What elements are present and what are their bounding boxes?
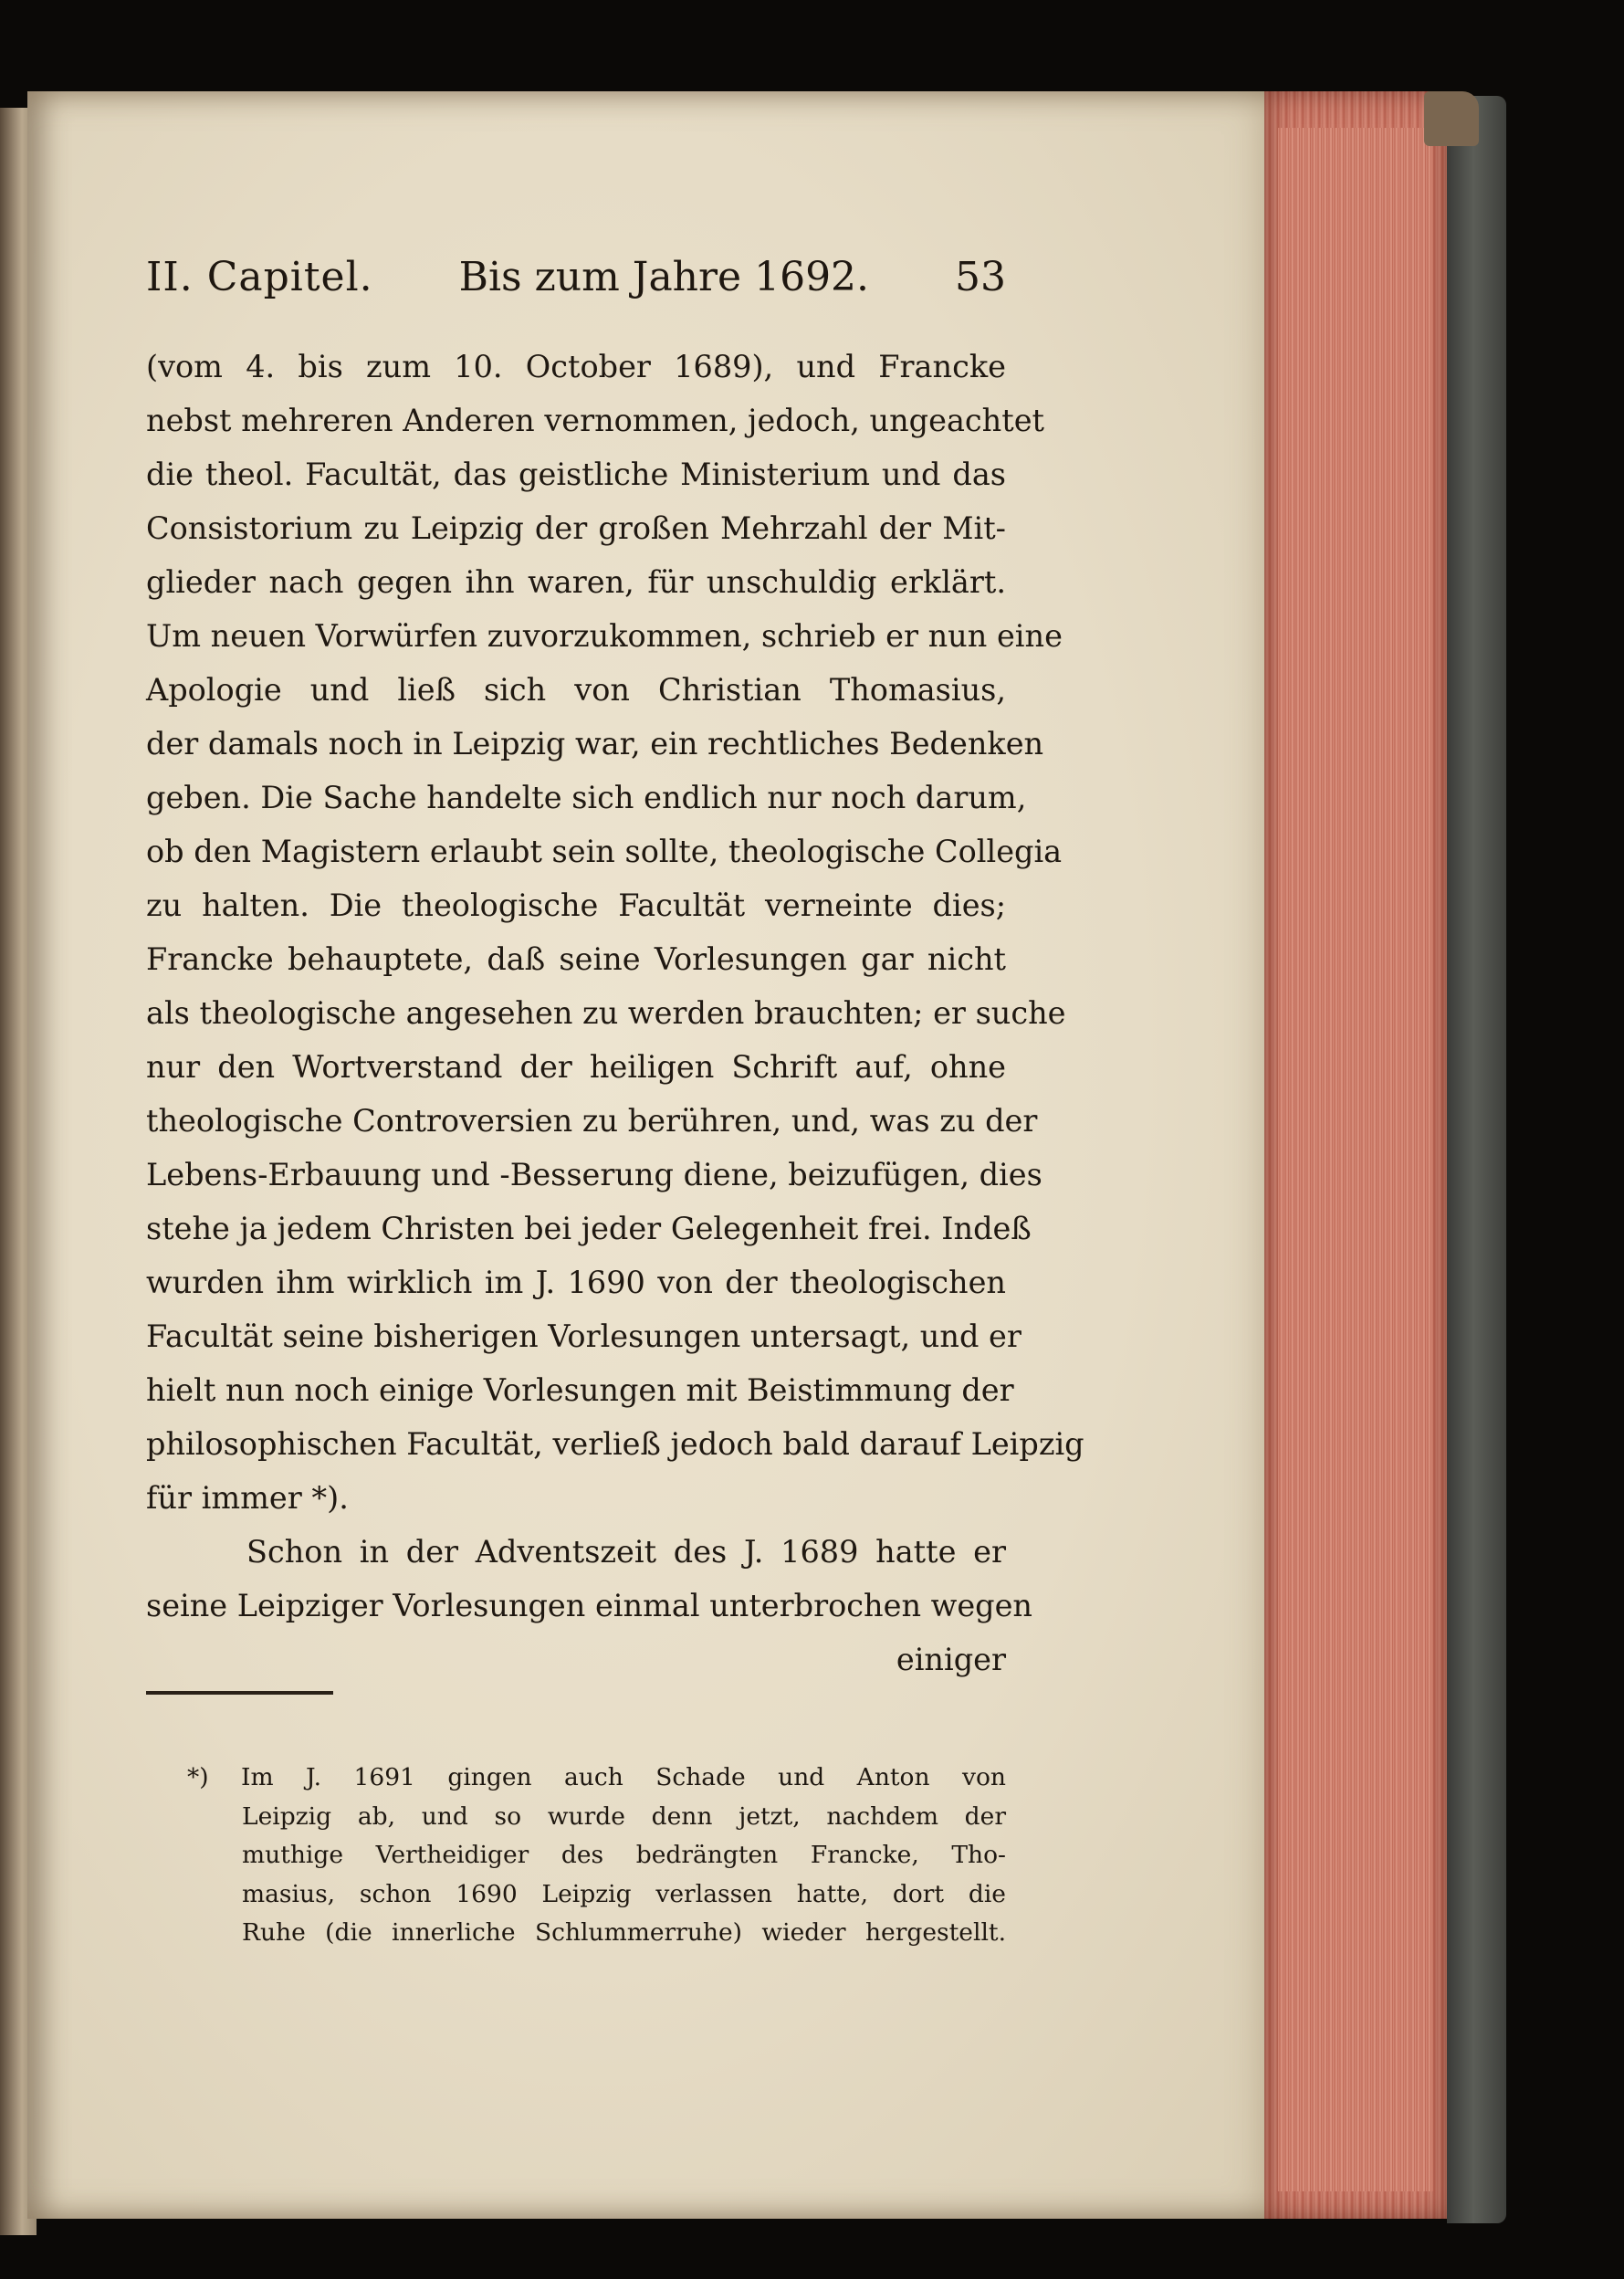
body-text	[146, 340, 1084, 1686]
text-line: stehe ja jedem Christen bei jeder Gelegenheit frei. Indeß	[146, 1211, 1032, 1246]
text-line: Facultät seine bisherigen Vorlesungen untersagt, und er	[146, 1318, 1022, 1354]
text-line: für immer *).	[146, 1480, 349, 1516]
text-line: nur den Wortverstand der heiligen Schrift auf, ohne	[146, 1049, 1006, 1085]
text-line: Apologie und ließ sich von Christian Thomasius,	[146, 672, 1006, 708]
text-line: nebst mehreren Anderen vernommen, jedoch, ungeachtet	[146, 403, 1044, 438]
text-line: (vom 4. bis zum 10. October 1689), und Francke	[146, 349, 1006, 384]
text-line: Um neuen Vorwürfen zuvorzukommen, schrieb er nun eine	[146, 618, 1063, 654]
text-line: die theol. Facultät, das geistliche Ministerium und das	[146, 457, 1006, 492]
text-line: zu halten. Die theologische Facultät verneinte dies;	[146, 887, 1006, 923]
footnote-rule	[146, 1691, 333, 1695]
catchword: einiger	[896, 1642, 1006, 1677]
footnote	[187, 1759, 1006, 1953]
cover-corner	[1424, 91, 1479, 146]
header-title: Bis zum Jahre 1692.	[458, 254, 870, 300]
text-line: theologische Controversien zu berühren, und, was zu der	[146, 1103, 1038, 1139]
text-line: Consistorium zu Leipzig der großen Mehrzahl der Mit-	[146, 510, 1006, 546]
footnote-line: muthige Vertheidiger des bedrängten Francke, Tho-	[242, 1841, 1006, 1869]
text-line: wurden ihm wirklich im J. 1690 von der theologischen	[146, 1265, 1006, 1300]
text-line: ob den Magistern erlaubt sein sollte, theologische Collegia	[146, 834, 1063, 869]
footnote-line: Leipzig ab, und so wurde denn jetzt, nachdem der	[242, 1801, 1006, 1831]
page-number: 53	[955, 254, 1006, 300]
paragraph-start-line: Schon in der Adventszeit des J. 1689 hatte er	[246, 1534, 1006, 1570]
running-header	[146, 254, 1006, 309]
text-line: als theologische angesehen zu werden brauchten; er suche	[146, 995, 1066, 1031]
text-line: seine Leipziger Vorlesungen einmal unterbrochen wegen	[146, 1588, 1033, 1623]
footnote-line: masius, schon 1690 Leipzig verlassen hatte, dort die	[242, 1879, 1006, 1908]
footnote-line: *) Im J. 1691 gingen auch Schade und Anton von	[187, 1763, 1006, 1791]
text-line: hielt nun noch einige Vorlesungen mit Beistimmung der	[146, 1372, 1014, 1408]
chapter-label: II. Capitel.	[146, 254, 373, 300]
footnote-line: Ruhe (die innerliche Schlummerruhe) wieder hergestellt.	[242, 1918, 1006, 1947]
text-line: philosophischen Facultät, verließ jedoch bald darauf Leipzig	[146, 1426, 1084, 1462]
book-cover	[1447, 96, 1506, 2223]
text-line: glieder nach gegen ihn waren, für unschuldig erklärt.	[146, 564, 1006, 600]
text-line: Lebens-Erbauung und -Besserung diene, beizufügen, dies	[146, 1157, 1043, 1192]
text-line: geben. Die Sache handelte sich endlich nur noch darum,	[146, 780, 1027, 815]
page-block-edge-inner	[1278, 128, 1433, 2191]
text-line: Francke behauptete, daß seine Vorlesungen gar nicht	[146, 941, 1006, 977]
text-line: der damals noch in Leipzig war, ein rechtliches Bedenken	[146, 726, 1044, 761]
